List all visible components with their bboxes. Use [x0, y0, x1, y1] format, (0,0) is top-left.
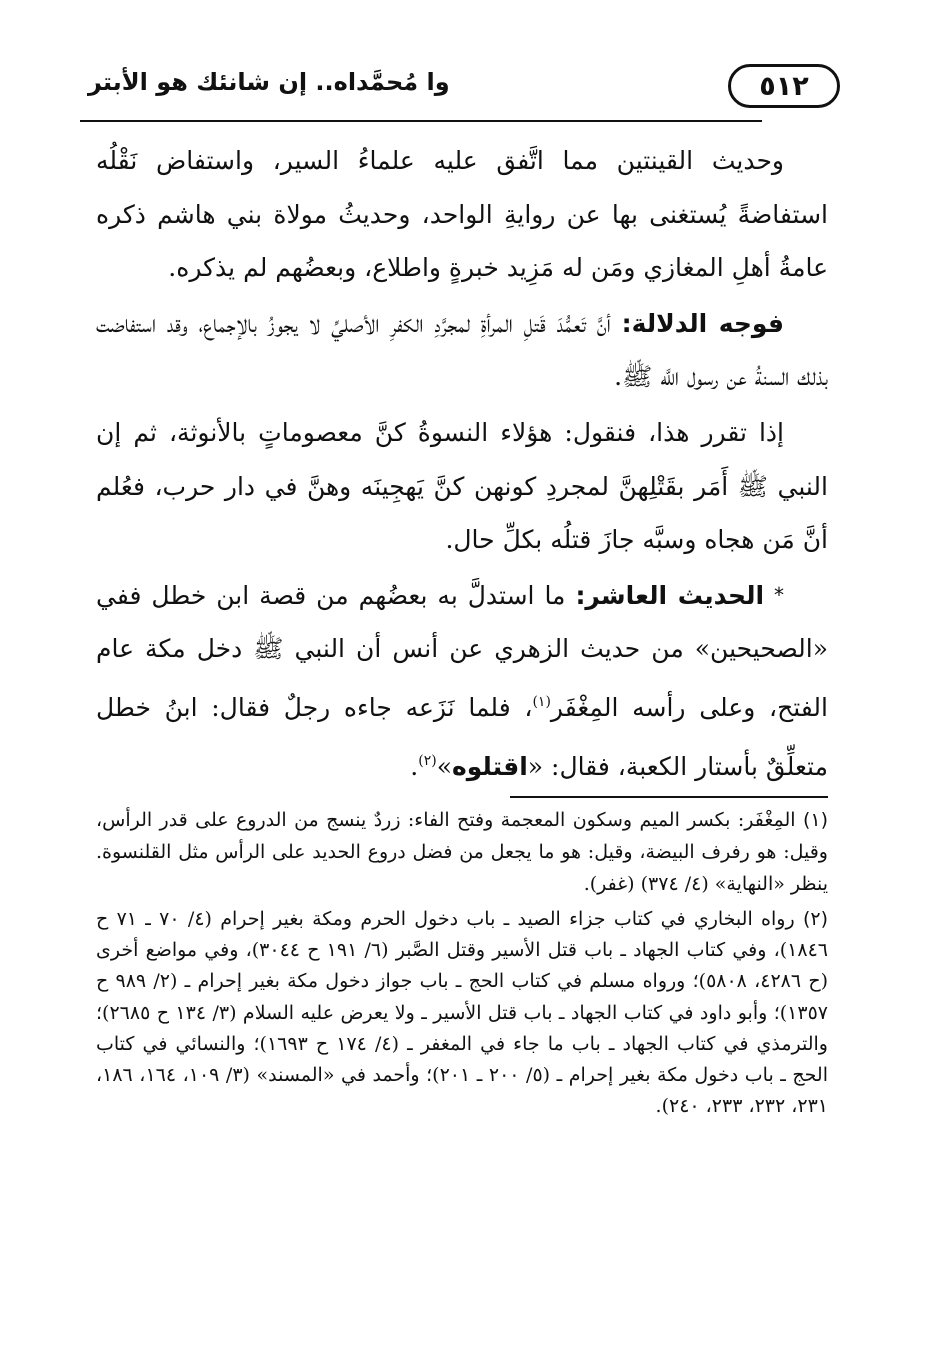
header-rule	[80, 120, 762, 122]
paragraph-1	[96, 134, 828, 295]
footnote-ref-2[interactable]: (٢)	[418, 752, 437, 769]
paragraph-4-text-d: .	[410, 751, 419, 781]
paragraph-3-text: إذا تقرر هذا، فنقول: هؤلاء النسوةُ كنَّ معصوماتٍ بالأنوثة، ثم إن النبي ﷺ أَمَر بقَتْلِهنَّ لمجردِ كونهن كنَّ يَهجِينَه وهنَّ في دار حرب، فعُلم أنَّ مَن هجاه وسبَّه جازَ قتلُه بكلِّ حال.	[96, 417, 828, 555]
paragraph-4-text-c: »	[436, 751, 452, 781]
page-number: ٥١٢	[759, 70, 809, 102]
footnote-separator	[510, 796, 828, 798]
running-title: وا مُحمَّداه.. إن شانئك هو الأبتر	[88, 68, 450, 96]
footnote-2	[96, 904, 828, 1122]
footnote-1-number: (١)	[802, 809, 828, 831]
paragraph-2-heading: فوجه الدلالة:	[621, 308, 784, 338]
paragraph-4	[96, 569, 828, 793]
page-header	[80, 62, 840, 118]
footnote-ref-1[interactable]: (١)	[532, 693, 551, 710]
paragraph-2-text: أنَّ تَعمُّدَ قَتلِ المرأةِ لمجرَّدِ الكفرِ الأصليِّ لا يجوزُ بالإجماع، وقد استفاضت بذلك السنةُ عن رسول اللَّه ﷺ.	[96, 308, 828, 392]
footnote-1	[96, 804, 828, 900]
paragraph-4-text-b: ، فلما نَزَعه جاءه رجلٌ فقال: ابنُ خطل متعلِّقٌ بأستار الكعبة، فقال: «	[96, 692, 828, 781]
paragraph-4-text-a: ما استدلَّ به بعضُهم من قصة ابن خطل ففي «الصحيحين» من حديث الزهري عن أنس أن النبي ﷺ دخل مكة عام الفتح، وعلى رأسه المِغْفَر	[96, 580, 828, 722]
paragraph-3	[96, 406, 828, 567]
star-marker: *	[774, 582, 785, 607]
paragraph-1-text: وحديث القينتين مما اتَّفق عليه علماءُ السير، واستفاض نَقْلُه استفاضةً يُستغنى بها عن روايةِ الواحد، وحديثُ مولاة بني هاشم ذكره عامةُ أهلِ المغازي ومَن له مَزِيد خبرةٍ واطلاع، وبعضُهم لم يذكره.	[96, 146, 828, 283]
paragraph-2	[96, 297, 828, 404]
quote-iqtuluhu: اقتلوه	[452, 751, 528, 781]
paragraph-4-heading: الحديث العاشر:	[575, 580, 765, 610]
footnotes	[96, 804, 828, 1126]
page-number-frame	[728, 64, 840, 108]
footnote-2-number: (٢)	[802, 908, 828, 930]
footnote-1-text: المِغْفَر: بكسر الميم وسكون المعجمة وفتح الفاء: زردٌ ينسج من الدروع على قدر الرأس، وقيل: هو رفرف البيضة، وقيل: هو ما يجعل من فضل دروع الحديد على الرأس مثل القلنسوة. ينظر «النهاية» (٤/ ٣٧٤) (غفر).	[96, 809, 828, 895]
footnote-2-text: رواه البخاري في كتاب جزاء الصيد ـ باب دخول الحرم ومكة بغير إحرام (٤/ ٧٠ ـ ٧١ ح ١٨٤٦)، وفي كتاب الجهاد ـ باب قتل الأسير وقتل الصَّبر (٦/ ١٩١ ح ٣٠٤٤)، وفي مواضع أخرى (ح ٤٢٨٦، ٥٨٠٨)؛ ورواه مسلم في كتاب الحج ـ باب جواز دخول مكة بغير إحرام ـ (٢/ ٩٨٩ ح ١٣٥٧)؛ وأبو داود في كتاب الجهاد ـ باب قتل الأسير ـ ولا يعرض عليه السلام (٣/ ١٣٤ ح ٢٦٨٥)؛ والترمذي في كتاب الجهاد ـ باب ما جاء في المغفر ـ (٤/ ١٧٤ ح ١٦٩٣)؛ والنسائي في كتاب الحج ـ باب دخول مكة بغير إحرام ـ (٥/ ٢٠٠ ـ ٢٠١)؛ وأحمد في «المسند» (٣/ ١٠٩، ١٦٤، ١٨٦، ٢٣١، ٢٣٢، ٢٣٣، ٢٤٠).	[96, 908, 829, 1118]
main-text	[96, 134, 828, 793]
